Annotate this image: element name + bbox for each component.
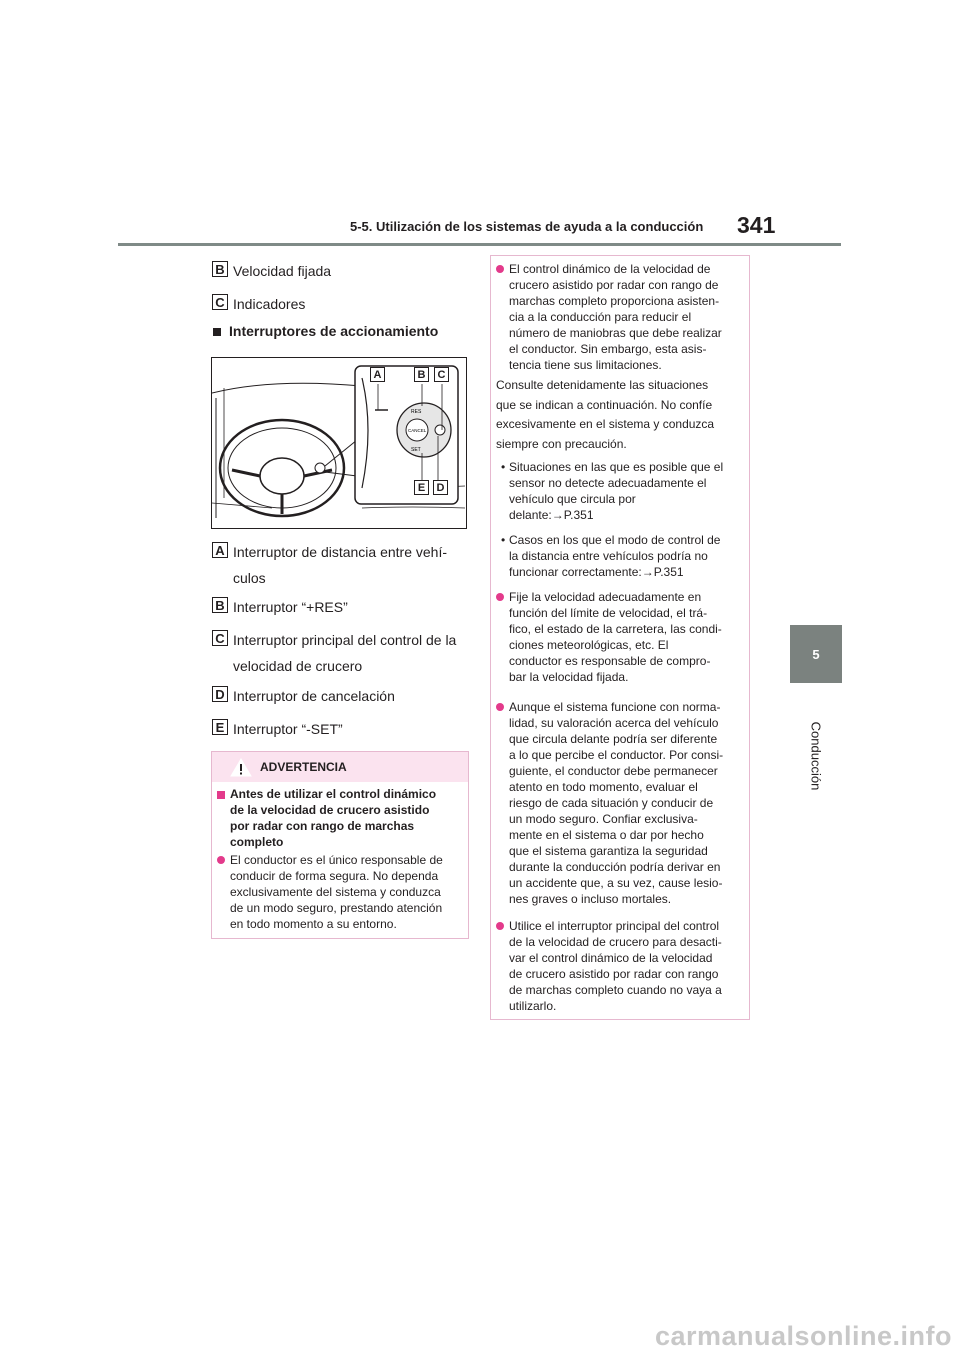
page-number: 341	[737, 212, 776, 238]
legend-text: Interruptor “+RES”	[233, 599, 348, 615]
warning-subheading: Antes de utilizar el control dinámico de la velocidad de crucero asistido por radar con rango de marchas completo	[230, 787, 437, 849]
warning-square-icon	[217, 791, 225, 799]
figure-callout-d: D	[433, 480, 448, 495]
item-text: Velocidad fijada	[233, 263, 332, 279]
callout-letter: A	[212, 542, 228, 558]
bullet-paragraph: Aunque el sistema funcione con norma- lidad, su valoración acerca del vehículo que circula delante podría ser diferente a lo que percibe el conductor. Por consi- guiente, el conductor debe permanecer atento en todo momento, evaluar el riesgo de cada situación y conducir de un modo seguro. Confiar exclusiva- mente en el sistema o dar por hecho que el sistema garantiza la seguridad durante la conducción podría derivar en un accidente que, a su vez, cause lesio- nes graves o incluso mortales.	[509, 700, 724, 906]
bullet-paragraph: El control dinámico de la velocidad de crucero asistido por radar con rango de marchas completo proporciona asisten- cia a la conducción para reducir el número de maniobras que debe realizar el conductor. Sin embargo, esta asis- tencia tiene sus limitaciones.	[509, 262, 722, 372]
warning-triangle-icon	[230, 758, 252, 777]
header-title: 5-5. Utilización de los sistemas de ayuda a la conducción	[350, 219, 704, 234]
sub-bullet-text: Casos en los que el modo de control de la distancia entre vehículos podría no funcionar correctamente:→P.351	[509, 533, 721, 579]
legend-text: Interruptor “-SET”	[233, 721, 343, 737]
callout-letter: D	[212, 686, 228, 702]
bullet-dot-icon	[496, 265, 504, 273]
warning-continuation-box	[490, 255, 750, 1020]
bullet-dot-icon	[496, 922, 504, 930]
steering-wheel-illustration	[211, 357, 467, 529]
heading-square-icon	[213, 328, 221, 336]
sub-bullet-text: Situaciones en las que es posible que el sensor no detecte adecuadamente el vehículo que circula por delante:→P.351	[509, 460, 724, 522]
bullet-dot-icon	[496, 593, 504, 601]
warning-title: ADVERTENCIA	[260, 760, 347, 774]
figure-callout-c: C	[434, 367, 449, 382]
warning-header	[212, 752, 468, 782]
steering-wheel-drawing	[212, 358, 465, 527]
callout-letter: B	[212, 597, 228, 613]
bullet-dot-icon	[496, 703, 504, 711]
chapter-label: Conducción	[808, 721, 824, 791]
watermark: carmanualsonline.info	[654, 1321, 952, 1351]
item-text: Indicadores	[233, 296, 306, 312]
res-label: RES	[411, 409, 422, 415]
figure-callout-b: B	[414, 367, 429, 382]
warning-box	[211, 751, 469, 939]
figure-callout-a: A	[370, 367, 385, 382]
callout-letter: E	[212, 719, 228, 735]
bullet-paragraph: Utilice el interruptor principal del control de la velocidad de crucero para desacti- var el control dinámico de la velocidad de crucero asistido por radar con rango de marchas completo cuando no vaya a utilizarlo.	[509, 919, 722, 1013]
section-heading: Interruptores de accionamiento	[229, 323, 439, 339]
callout-letter: C	[212, 630, 228, 646]
callout-letter: B	[212, 261, 228, 277]
sub-bullet-marker: •	[501, 460, 506, 474]
bullet-paragraph: Fije la velocidad adecuadamente en función del límite de velocidad, el trá- fico, el estado de la carretera, las condi- ciones meteorológicas, etc. El conductor es responsable de compro- bar la velocidad fijada.	[509, 590, 722, 684]
sub-bullet-marker: •	[501, 533, 506, 547]
set-label: SET	[411, 447, 421, 453]
legend-text: Interruptor de cancelación	[233, 688, 395, 704]
paragraph: Consulte detenidamente las situaciones que se indican a continuación. No confíe excesivamente en el sistema y conduzca siempre con precaución.	[496, 378, 715, 451]
chapter-tab: 5	[790, 625, 842, 683]
callout-letter: C	[212, 294, 228, 310]
bullet-dot-icon	[217, 856, 225, 864]
legend-text: Interruptor principal del control de la velocidad de crucero	[233, 632, 457, 674]
cancel-label: CANCEL	[408, 428, 427, 433]
warning-body: El conductor es el único responsable de conducir de forma segura. No dependa exclusivamente del sistema y conduzca de un modo seguro, prestando atención en todo momento a su entorno.	[230, 853, 443, 931]
header-rule	[118, 243, 841, 246]
figure-callout-e: E	[414, 480, 429, 495]
legend-text: Interruptor de distancia entre vehí- culos	[233, 544, 448, 586]
